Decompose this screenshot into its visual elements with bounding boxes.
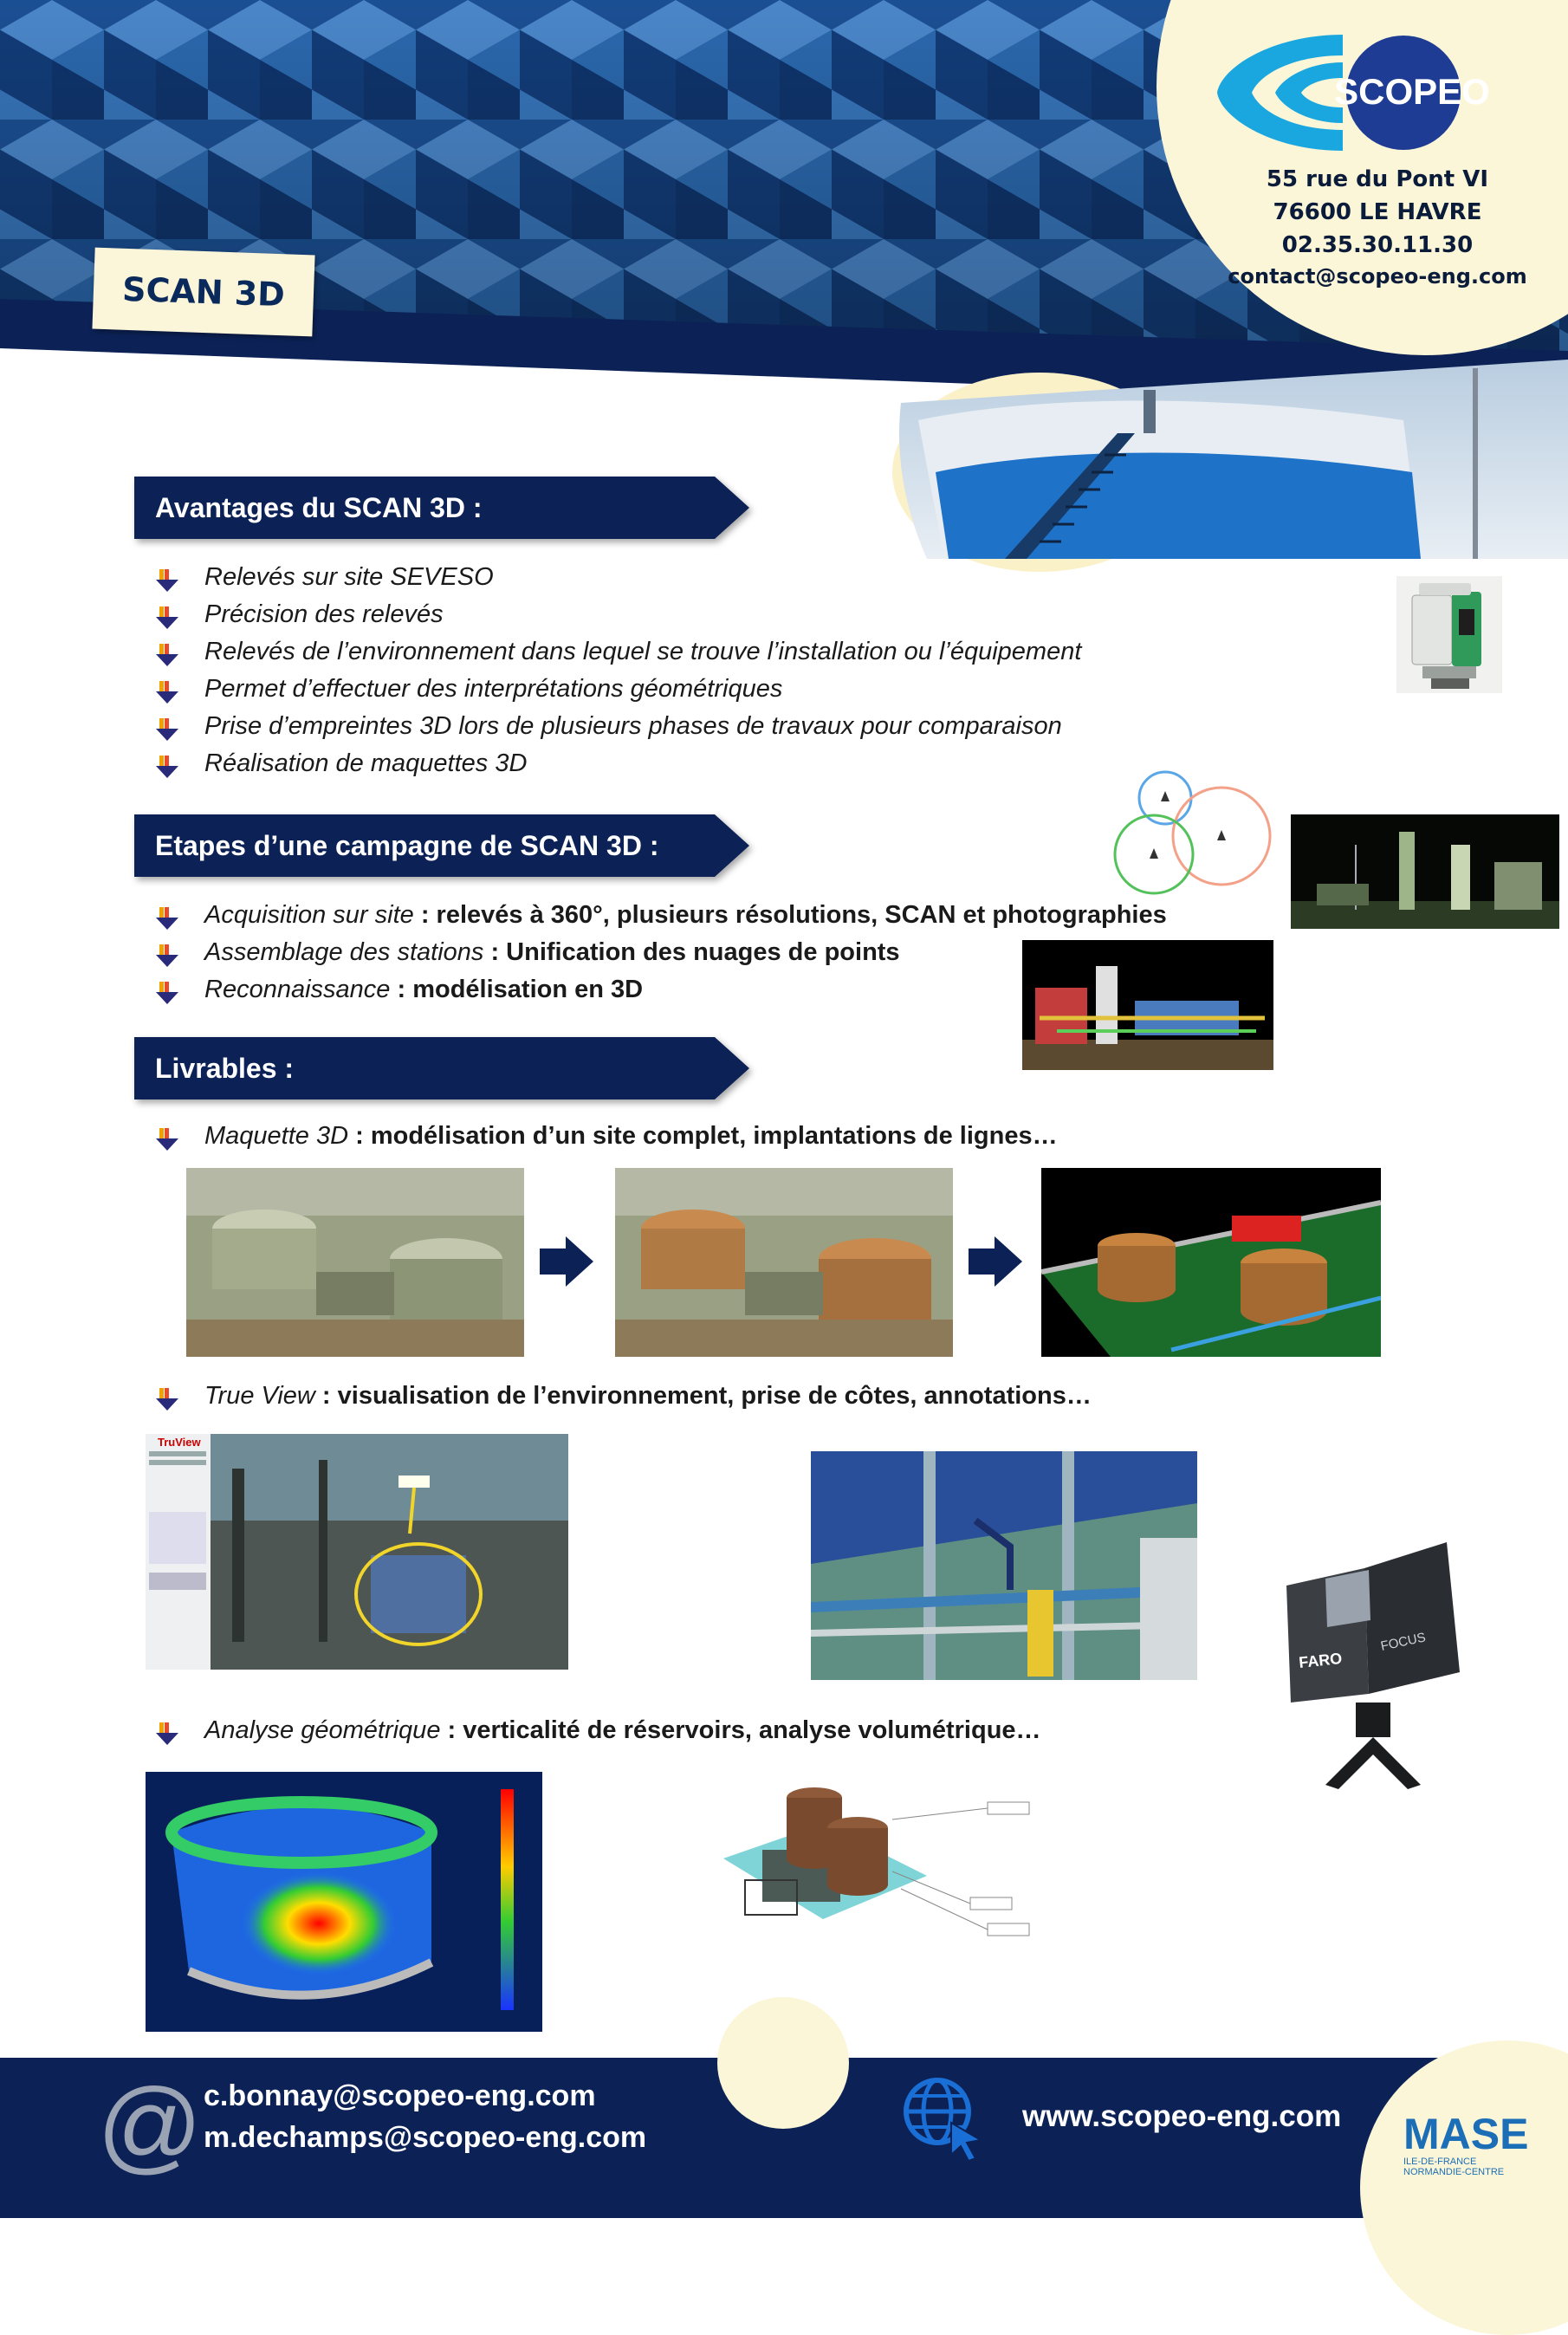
svg-text:FOCUS: FOCUS bbox=[1379, 1630, 1428, 1654]
bullet-arrow-icon bbox=[156, 606, 178, 629]
section-header-etapes bbox=[134, 814, 749, 877]
laser-scanner-photo bbox=[1396, 576, 1502, 693]
decorative-circle bbox=[717, 1997, 849, 2129]
bullet-arrow-icon bbox=[156, 982, 178, 1004]
section-title: Avantages du SCAN 3D : bbox=[155, 492, 483, 523]
svg-text:MASE: MASE bbox=[1403, 2110, 1529, 2158]
svg-text:FARO: FARO bbox=[1298, 1649, 1344, 1671]
arrow-right-icon bbox=[969, 1236, 1022, 1287]
mase-logo bbox=[1403, 2105, 1542, 2183]
at-sign-icon: @ bbox=[97, 2067, 203, 2183]
section-header-avantages bbox=[134, 477, 749, 539]
tank-deformation-heatmap bbox=[146, 1772, 542, 2032]
contact-email[interactable]: contact@scopeo-eng.com bbox=[1228, 264, 1527, 289]
bullet-arrow-icon bbox=[156, 1388, 178, 1411]
bullet-arrow-icon bbox=[156, 1128, 178, 1151]
website-link[interactable]: www.scopeo-eng.com bbox=[1022, 2099, 1342, 2133]
bullet-arrow-icon bbox=[156, 718, 178, 741]
truview-screenshot bbox=[146, 1434, 568, 1670]
tank-photo bbox=[866, 342, 1568, 559]
faro-scanner-photo bbox=[1273, 1534, 1474, 1802]
section-title: Etapes d’une campagne de SCAN 3D : bbox=[155, 830, 659, 861]
address-city: 76600 LE HAVRE bbox=[1273, 199, 1482, 225]
svg-text:NORMANDIE-CENTRE: NORMANDIE-CENTRE bbox=[1403, 2167, 1505, 2177]
bullet-arrow-icon bbox=[156, 756, 178, 778]
colored-model-photo bbox=[1022, 940, 1273, 1070]
scan-point-cloud-photo bbox=[186, 1168, 524, 1357]
scan3d-tag: SCAN 3D bbox=[92, 248, 314, 337]
section-title: Livrables : bbox=[155, 1053, 295, 1084]
scopeo-logo bbox=[1213, 28, 1507, 158]
scan-partial-model-photo bbox=[615, 1168, 953, 1357]
arrow-right-icon bbox=[540, 1236, 593, 1287]
bullet-arrow-icon bbox=[156, 944, 178, 967]
bullet-arrow-icon bbox=[156, 907, 178, 930]
bullet-arrow-icon bbox=[156, 1722, 178, 1745]
bullet-arrow-icon bbox=[156, 644, 178, 666]
footer-email[interactable]: c.bonnay@scopeo-eng.com bbox=[204, 2079, 596, 2112]
bullet-arrow-icon bbox=[156, 681, 178, 704]
bullet-arrow-icon bbox=[156, 569, 178, 592]
footer-email[interactable]: m.dechamps@scopeo-eng.com bbox=[204, 2121, 647, 2154]
pipes-3d-render bbox=[811, 1451, 1197, 1680]
section-header-livrables bbox=[134, 1037, 749, 1099]
svg-text:SCOPEO: SCOPEO bbox=[1334, 71, 1490, 112]
svg-text:ILE-DE-FRANCE: ILE-DE-FRANCE bbox=[1403, 2157, 1477, 2167]
station-overlap-diagram bbox=[1105, 765, 1278, 895]
tanks-volumetric-model bbox=[719, 1776, 1040, 1949]
address-street: 55 rue du Pont VI bbox=[1266, 166, 1489, 192]
globe-cursor-icon bbox=[901, 2075, 988, 2162]
phone-number: 02.35.30.11.30 bbox=[1281, 232, 1474, 258]
svg-text:TruView: TruView bbox=[158, 1436, 201, 1449]
point-cloud-photo bbox=[1291, 814, 1559, 929]
final-3d-model-photo bbox=[1041, 1168, 1381, 1357]
